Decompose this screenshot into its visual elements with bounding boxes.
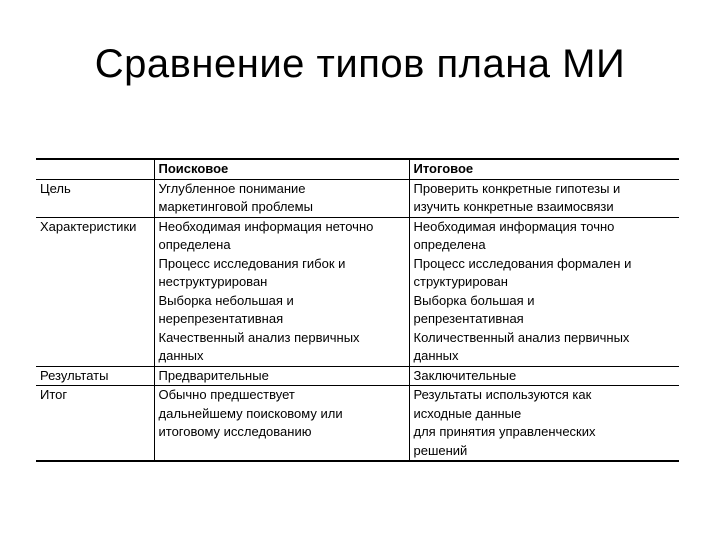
cell-text-line: Количественный анализ первичных [413, 329, 630, 345]
cell-text-line: Проверить конкретные гипотезы и [413, 180, 621, 196]
cell-text-line: определена [413, 237, 486, 252]
cell-conclusive [409, 217, 679, 366]
table-header-row [36, 159, 679, 179]
table-row [36, 366, 679, 386]
cell-exploratory [154, 179, 409, 217]
cell-text-line: решений [413, 442, 468, 458]
header-conclusive: Итоговое [409, 159, 679, 179]
cell-text-line: Необходимая информация точно [413, 218, 615, 234]
cell-text-line: Обычно предшествует [158, 387, 295, 402]
cell-text-line: Углубленное понимание [158, 180, 306, 196]
cell-text-line: нерепрезентативная [158, 311, 284, 326]
cell-text-line: Предварительные [158, 367, 269, 383]
cell-text-line: Процесс исследования гибок и [158, 255, 346, 271]
cell-text-line: данных [158, 348, 204, 363]
cell-text-line: репрезентативная [413, 311, 524, 326]
slide-title: Сравнение типов плана МИ [94, 42, 626, 86]
cell-text-line: маркетинговой проблемы [158, 199, 313, 214]
cell-text-line: Выборка небольшая и [158, 292, 294, 308]
cell-text-line: Качественный анализ первичных [158, 329, 360, 345]
header-exploratory: Поисковое [154, 159, 409, 179]
cell-exploratory [154, 386, 409, 462]
cell-conclusive [409, 179, 679, 217]
cell-text-line: неструктурирован [158, 274, 268, 289]
cell-text-line: Необходимая информация неточно [158, 218, 374, 234]
cell-text-line: Процесс исследования формален и [413, 255, 632, 271]
cell-text-line: Заключительные [413, 367, 517, 383]
table-row [36, 217, 679, 366]
cell-text-line: структурирован [413, 274, 508, 289]
comparison-table [36, 158, 679, 462]
cell-text-line: изучить конкретные взаимосвязи [413, 199, 614, 214]
table-row [36, 386, 679, 462]
row-label: Результаты [36, 366, 154, 386]
cell-conclusive [409, 366, 679, 386]
cell-text-line: итоговому исследованию [158, 424, 312, 439]
cell-text-line: Результаты используются как [413, 387, 592, 402]
cell-conclusive [409, 386, 679, 462]
row-label: Характеристики [36, 217, 154, 366]
header-empty [36, 159, 154, 179]
cell-exploratory [154, 217, 409, 366]
cell-text-line: дальнейшему поисковому или [158, 405, 343, 421]
row-label: Цель [36, 179, 154, 217]
comparison-table-container [36, 158, 679, 462]
cell-text-line: для принятия управленческих [413, 424, 596, 439]
row-label: Итог [36, 386, 154, 462]
cell-text-line: Выборка большая и [413, 292, 535, 308]
cell-text-line: исходные данные [413, 405, 522, 421]
cell-exploratory [154, 366, 409, 386]
table-row [36, 179, 679, 217]
cell-text-line: данных [413, 348, 459, 363]
cell-text-line: определена [158, 237, 231, 252]
